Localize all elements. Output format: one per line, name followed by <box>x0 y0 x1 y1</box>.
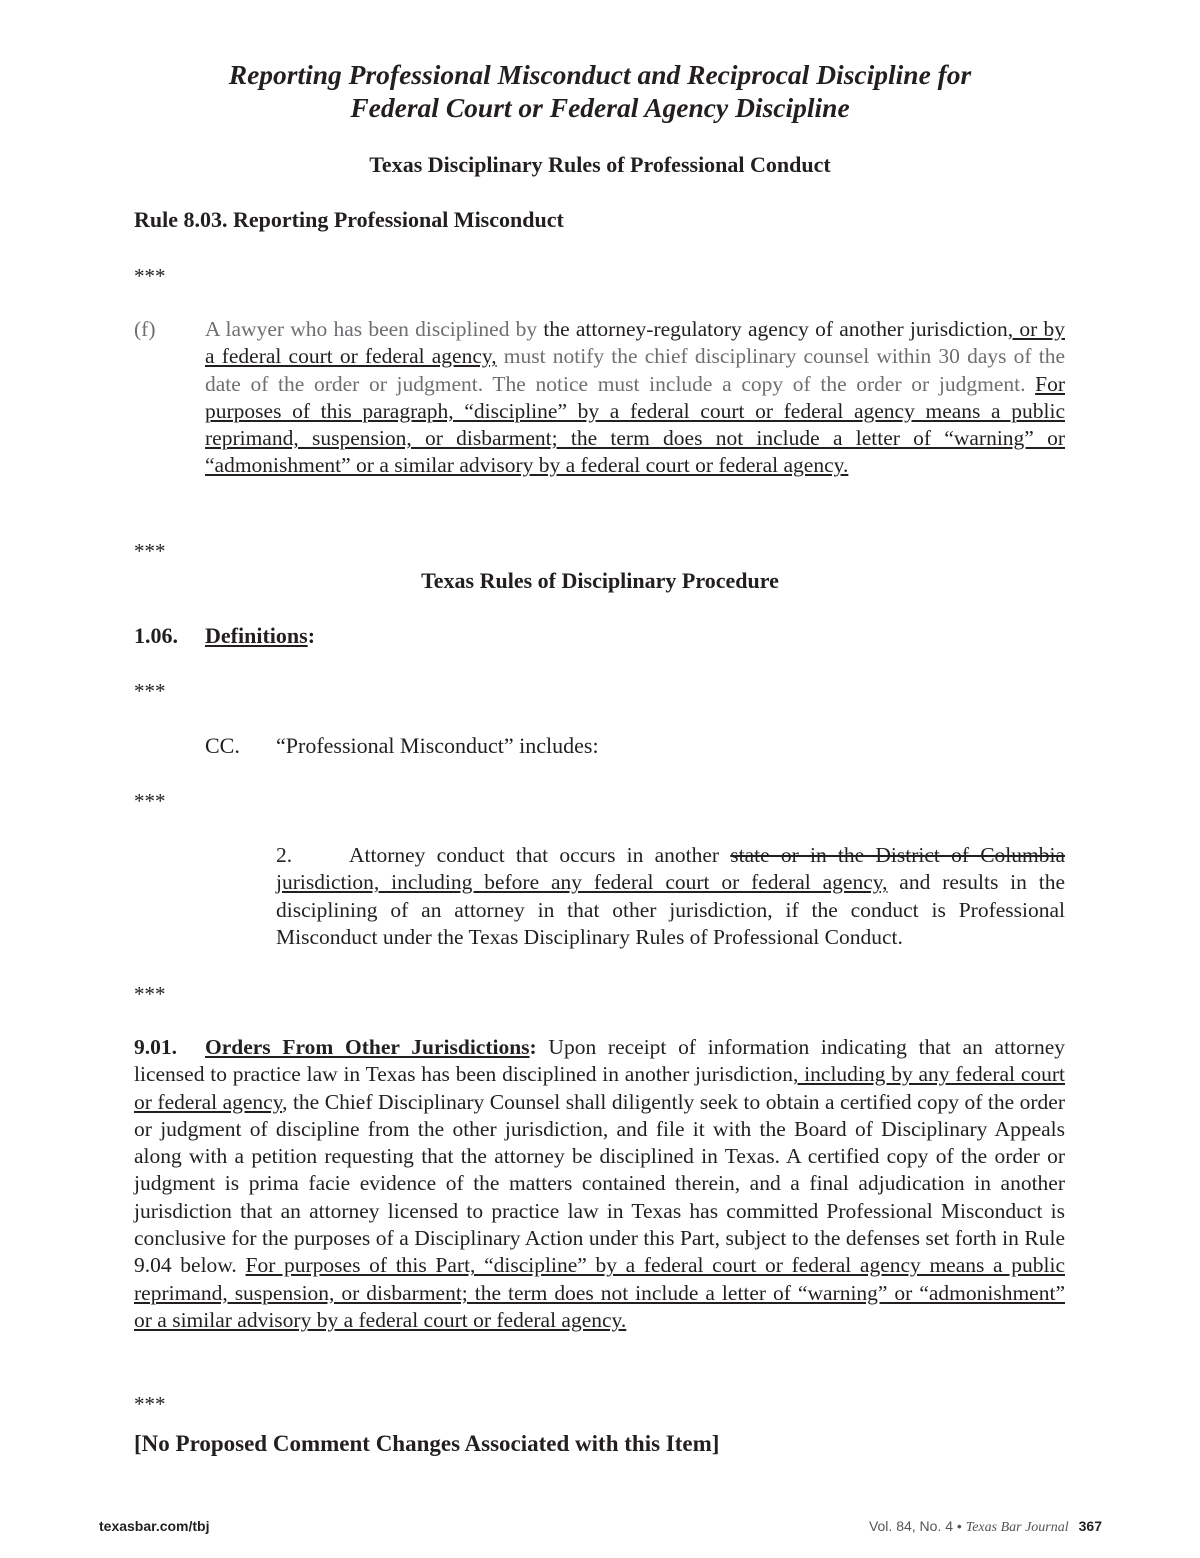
definitions-title: Definitions <box>205 623 308 648</box>
paragraph-f-label: (f) <box>134 317 156 341</box>
paragraph-f-text-2: the attorney-regulatory agency of another jurisdiction <box>543 317 1008 341</box>
paragraph-f-insertion-2: For purposes of this paragraph, “discipline” by a federal court or federal agency means a public reprimand, suspension, or disbarment; the term does not include a letter of “warning” or “admonishment” or a similar advisory by a federal court or federal agency. <box>205 371 1065 478</box>
definition-cc <box>205 732 599 760</box>
ellipsis-stars: *** <box>134 539 166 563</box>
page-footer <box>99 1516 1102 1538</box>
rule-901-insertion-2: For purposes of this Part, “discipline” by a federal court or federal agency means a public reprimand, suspension, or disbarment; the term does not include a letter of “warning” or “admonishment” or a similar advisory by a federal court or federal agency. <box>134 1253 1065 1332</box>
ellipsis-stars: *** <box>134 982 166 1006</box>
item-2-number: 2. <box>276 843 293 867</box>
footer-journal-name: Texas Bar Journal <box>965 1520 1069 1535</box>
footer-page-number: 367 <box>1078 1518 1102 1534</box>
no-comment-changes-note: [No Proposed Comment Changes Associated with this Item] <box>134 1431 720 1456</box>
document-title <box>0 58 1200 124</box>
item-2-text-1: Attorney conduct that occurs in another <box>349 843 731 867</box>
tdrpc-heading: Texas Disciplinary Rules of Professional Conduct <box>369 152 831 177</box>
paragraph-f-text-3: must notify the chief disciplinary counsel within 30 days of the date of the order or judgment. The notice must include a copy of the order or judgment. <box>205 344 1065 396</box>
trdp-heading: Texas Rules of Disciplinary Procedure <box>421 568 779 593</box>
rule-901-insertion-1: , including by any federal court or federal agency <box>134 1062 1066 1114</box>
definition-cc-text: “Professional Misconduct” includes: <box>276 733 599 758</box>
footer-volume: Vol. 84, No. 4 • <box>868 1518 966 1534</box>
definitions-colon: : <box>307 623 316 648</box>
item-2-deletion: state or in the District of Columbia <box>730 843 1065 867</box>
rule-901-colon: : <box>529 1035 537 1059</box>
rule-901-paragraph <box>134 1034 1065 1334</box>
rule-901-text-1: Upon receipt of information indicating that an attorney licensed to practice law in Texas has been disciplined in another jurisdiction <box>134 1035 1065 1087</box>
paragraph-f-insertion-1: , or by a federal court or federal agency, <box>205 317 1065 369</box>
definition-item-2 <box>276 842 1065 951</box>
ellipsis-stars: *** <box>134 789 166 813</box>
footer-website-link[interactable]: texasbar.com/tbj <box>99 1518 210 1534</box>
definitions-heading <box>134 622 315 650</box>
ellipsis-stars: *** <box>134 679 166 703</box>
rule-901-text-2: , the Chief Disciplinary Counsel shall diligently seek to obtain a certified copy of the order or judgment of discipline from the other jurisdiction, and file it with the Board of Disciplinary Appeals along with a petition requesting that the attorney be disciplined in Texas. A certified copy of the order or judgment is prima facie evidence of the matters contained therein, and a final adjudication in another jurisdiction that an attorney licensed to practice law in Texas has committed Professional Misconduct is conclusive for the purposes of a Disciplinary Action under this Part, subject to the defenses set forth in Rule 9.04 below. <box>134 1089 1065 1278</box>
paragraph-f-content <box>205 316 1065 480</box>
item-2-text-2: and results in the disciplining of an attorney in that other jurisdiction, if the conduct is Professional Misconduct under the Texas Disciplinary Rules of Professional Conduct. <box>276 870 1065 949</box>
paragraph-f <box>134 316 1065 480</box>
rule-901-title: Orders From Other Jurisdictions <box>205 1035 530 1059</box>
definitions-number: 1.06. <box>134 623 178 648</box>
ellipsis-stars: *** <box>134 1392 166 1416</box>
footer-issue-info <box>869 1518 1102 1536</box>
ellipsis-stars: *** <box>134 264 166 288</box>
rule-803-heading: Rule 8.03. Reporting Professional Misconduct <box>134 207 564 232</box>
paragraph-f-text-1: A lawyer who has been disciplined by <box>205 317 544 341</box>
title-line-1: Reporting Professional Misconduct and Reciprocal Discipline for <box>228 59 972 90</box>
title-line-2: Federal Court or Federal Agency Discipline <box>350 92 850 123</box>
definition-cc-label: CC. <box>205 733 240 758</box>
rule-901-number: 9.01. <box>134 1035 177 1059</box>
item-2-insertion: jurisdiction, including before any federal court or federal agency, <box>276 870 888 895</box>
